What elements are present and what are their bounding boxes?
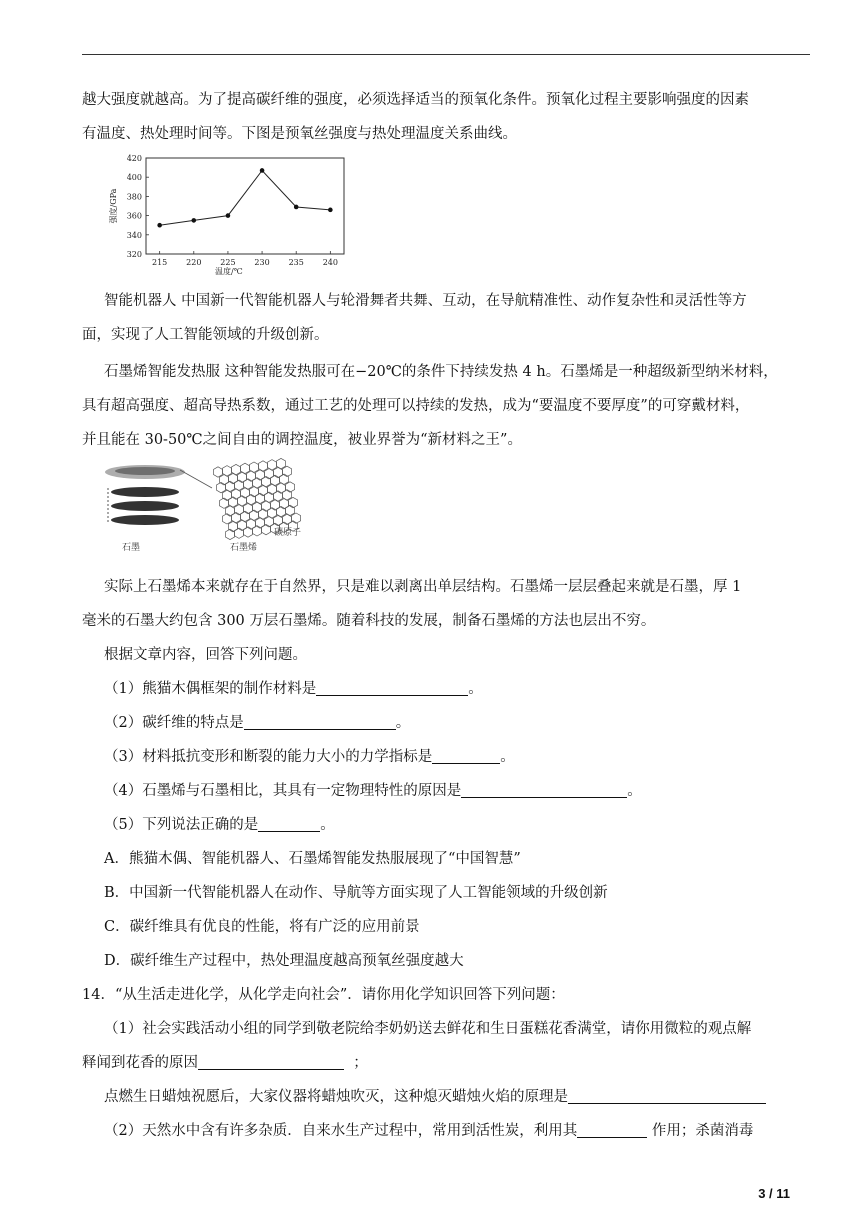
y-tick-label: 340 <box>126 230 142 240</box>
data-point <box>294 205 299 210</box>
x-tick-label: 220 <box>186 258 202 267</box>
answer-blank[interactable] <box>258 816 320 832</box>
answer-blank[interactable] <box>461 782 627 798</box>
answer-blank[interactable] <box>568 1088 766 1104</box>
y-tick-label: 380 <box>126 192 142 202</box>
graphite-illustration <box>105 465 212 525</box>
para-line: 根据文章内容，回答下列问题。 <box>104 647 307 663</box>
option-c: C．碳纤维具有优良的性能，将有广泛的应用前景 <box>104 919 420 935</box>
x-tick-label: 215 <box>152 258 168 267</box>
question-14: 14．“从生活走进化学，从化学走向社会”．请你用化学知识回答下列问题： <box>82 987 565 1003</box>
question-14-1-extra: 点燃生日蜡烛祝愿后，大家仪器将蜡烛吹灭，这种熄灭蜡烛火焰的原理是 <box>104 1087 810 1107</box>
series-line <box>160 170 331 225</box>
data-point <box>191 218 196 223</box>
para-line: 面，实现了人工智能领域的升级创新。 <box>82 327 329 343</box>
x-axis-label: 温度/℃ <box>215 267 243 276</box>
para-line: 毫米的石墨大约包含 300 万层石墨烯。随着科技的发展，制备石墨烯的方法也层出不穷。 <box>82 613 656 629</box>
para-line: 具有超高强度、超高导热系数，通过工艺的处理可以持续的发热，成为“要温度不要厚度”的可穿戴材料， <box>82 398 750 414</box>
graphene-label: 石墨烯 <box>230 543 258 553</box>
para-line: 有温度、热处理时间等。下图是预氧丝强度与热处理温度关系曲线。 <box>82 126 517 142</box>
answer-blank[interactable] <box>244 714 396 730</box>
answer-blank[interactable] <box>577 1122 647 1138</box>
x-tick-label: 225 <box>220 258 236 267</box>
option-b: B．中国新一代智能机器人在动作、导航等方面实现了人工智能领域的升级创新 <box>104 885 608 901</box>
question-4: （4）石墨烯与石墨相比，其具有一定物理特性的原因是 。 <box>104 783 642 799</box>
page-number: 3 / 11 <box>758 1186 790 1201</box>
x-tick-label: 240 <box>322 258 338 267</box>
option-d: D．碳纤维生产过程中，热处理温度越高预氧丝强度越大 <box>104 953 464 969</box>
plot-frame <box>146 158 344 254</box>
para-line: 实际上石墨烯本来就存在于自然界，只是难以剥离出单层结构。石墨烯一层层叠起来就是石墨，厚 1 <box>104 579 742 595</box>
para-line: 并且能在 30-50℃之间自由的调控温度，被业界誉为“新材料之王”。 <box>82 432 522 448</box>
graphite-label: 石墨 <box>122 543 141 553</box>
question-3: （3）材料抵抗变形和断裂的能力大小的力学指标是 。 <box>104 749 515 765</box>
answer-blank[interactable] <box>432 748 500 764</box>
answer-blank[interactable] <box>198 1054 344 1070</box>
data-point <box>226 213 231 218</box>
para-line: 越大强度就越高。为了提高碳纤维的强度，必须选择适当的预氧化条件。预氧化过程主要影响强度的因素 <box>82 92 749 108</box>
question-1: （1）熊猫木偶框架的制作材料是 。 <box>104 681 483 697</box>
question-14-1-cont: 释闻到花香的原因 ； <box>82 1055 368 1071</box>
y-tick-label: 420 <box>126 154 142 163</box>
data-point <box>260 168 265 173</box>
question-14-2: （2）天然水中含有许多杂质．自来水生产过程中，常用到活性炭，利用其 作用；杀菌消毒 <box>104 1123 754 1139</box>
strength-temperature-chart <box>104 150 354 278</box>
para-line: 石墨烯智能发热服 这种智能发热服可在−20℃的条件下持续发热 4 h。石墨烯是一种超级新型纳米材料， <box>104 364 778 380</box>
para-line: 智能机器人 中国新一代智能机器人与轮滑舞者共舞、互动，在导航精准性、动作复杂性和灵活性等方 <box>104 293 747 309</box>
question-2: （2）碳纤维的特点是 。 <box>104 715 411 731</box>
x-tick-label: 230 <box>254 258 270 267</box>
question-14-1: （1）社会实践活动小组的同学到敬老院给李奶奶送去鲜花和生日蛋糕花香满堂，请你用微粒的观点解 <box>104 1021 752 1037</box>
data-point <box>328 208 333 213</box>
graphite-graphene-figure <box>100 458 310 558</box>
x-tick-label: 235 <box>288 258 304 267</box>
question-5: （5）下列说法正确的是 。 <box>104 817 335 833</box>
answer-blank[interactable] <box>316 680 468 696</box>
option-a: A．熊猫木偶、智能机器人、石墨烯智能发热服展现了“中国智慧” <box>104 851 521 867</box>
y-tick-label: 320 <box>126 250 142 259</box>
data-point <box>157 223 162 228</box>
carbon-atom-label: 碳原子 <box>274 528 302 538</box>
y-tick-label: 360 <box>126 211 142 221</box>
y-axis-label: 强度/GPa <box>109 188 118 224</box>
y-tick-label: 400 <box>126 173 142 183</box>
header-rule <box>82 54 810 55</box>
